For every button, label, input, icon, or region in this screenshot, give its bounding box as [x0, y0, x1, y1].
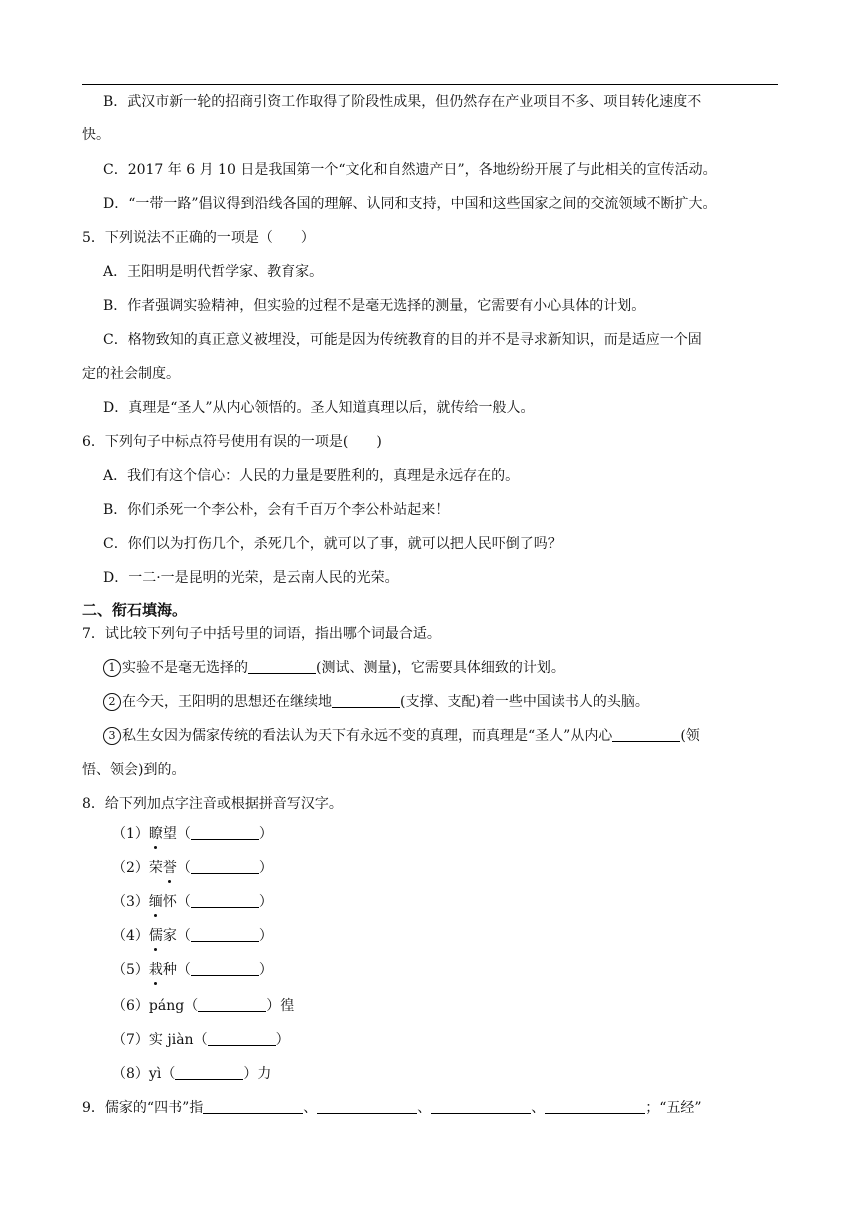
close-paren: ）	[258, 894, 273, 910]
dotted-character: 栽	[148, 962, 163, 978]
dotted-character: 缅	[148, 894, 163, 910]
answer-blank[interactable]	[317, 1098, 417, 1114]
q7-stem: 7．试比较下列句子中括号里的词语，指出哪个词最合适。	[82, 626, 441, 642]
answer-blank[interactable]	[191, 960, 259, 976]
q7-item-1	[103, 658, 803, 678]
circled-number: 3	[103, 727, 121, 745]
q9-lead: 9．儒家的“四书”指	[82, 1100, 204, 1116]
item-text: 力	[257, 1066, 272, 1082]
answer-blank[interactable]	[545, 1098, 645, 1114]
q8-item-3	[112, 892, 812, 912]
q6-option-a: A．我们有这个信心：人民的力量是要胜利的，真理是永远存在的。	[103, 468, 520, 484]
q6-option-d: D．一二·一是昆明的光荣，是云南人民的光荣。	[103, 570, 399, 586]
q7-item-1-text-before: 实验不是毫无选择的	[122, 660, 248, 676]
q8-item-8	[112, 1064, 812, 1084]
q8-item-7	[112, 1030, 812, 1050]
item-text: 怀	[162, 894, 177, 910]
item-number: （4）	[112, 928, 149, 944]
header-rule	[82, 84, 778, 85]
q9-line	[82, 1098, 782, 1118]
item-text: 实	[148, 1032, 168, 1048]
q8-item-6	[112, 996, 812, 1016]
answer-blank[interactable]	[248, 658, 316, 674]
q5-option-d: D．真理是“圣人”从内心领悟的。圣人知道真理以后，就传给一般人。	[103, 400, 535, 416]
close-paren: ）	[258, 962, 273, 978]
answer-blank[interactable]	[191, 858, 259, 874]
answer-blank[interactable]	[198, 996, 266, 1012]
answer-blank[interactable]	[332, 692, 400, 708]
q5-option-a: A．王阳明是明代哲学家、教育家。	[103, 264, 324, 280]
q7-item-3	[103, 726, 803, 746]
answer-blank[interactable]	[191, 926, 259, 942]
q4-option-b-line2: 快。	[82, 127, 110, 143]
q7-item-3-text-after: (领	[680, 728, 700, 744]
q6-option-c: C．你们以为打伤几个，杀死几个，就可以了事，就可以把人民吓倒了吗？	[103, 536, 562, 552]
item-number: （1）	[112, 826, 149, 842]
item-text: 荣	[148, 860, 163, 876]
q5-option-b: B．作者强调实验精神，但实验的过程不是毫无选择的测量，它需要有小心具体的计划。	[103, 298, 646, 314]
answer-blank[interactable]	[612, 726, 680, 742]
section-title: 二、衔石填海。	[82, 601, 188, 619]
dotted-character: 瞭	[148, 826, 163, 842]
dotted-character: 誉	[162, 860, 177, 876]
open-paren: （	[161, 1066, 176, 1082]
dotted-character: 儒	[148, 928, 163, 944]
q7-item-2-text-after: (支撑、支配)着一些中国读书人的头脑。	[400, 694, 649, 710]
close-paren: ）	[243, 1066, 258, 1082]
q4-option-b-line1: B．武汉市新一轮的招商引资工作取得了阶段性成果，但仍然存在产业项目不多、项目转化速度不	[103, 94, 702, 110]
open-paren: （	[176, 962, 191, 978]
open-paren: （	[176, 826, 191, 842]
circled-number: 1	[103, 659, 121, 677]
item-text: 种	[162, 962, 177, 978]
item-number: （5）	[112, 962, 149, 978]
open-paren: （	[176, 928, 191, 944]
open-paren: （	[176, 860, 191, 876]
answer-blank[interactable]	[203, 1098, 303, 1114]
open-paren: （	[193, 1032, 208, 1048]
separator: 、	[531, 1100, 546, 1116]
q8-item-1	[112, 824, 812, 844]
item-number: （3）	[112, 894, 149, 910]
q5-option-c-line2: 定的社会制度。	[82, 366, 180, 382]
circled-number: 2	[103, 693, 121, 711]
pinyin: páng	[148, 998, 185, 1014]
q5-option-c-line1: C．格物致知的真正意义被埋没，可能是因为传统教育的目的并不是寻求新知识，而是适应一个固	[103, 332, 702, 348]
answer-blank[interactable]	[175, 1064, 243, 1080]
q5-stem: 5．下列说法不正确的一项是（ ）	[82, 230, 315, 246]
q6-stem: 6．下列句子中标点符号使用有误的一项是( )	[82, 434, 382, 450]
q7-item-1-text-after: (测试、测量)，它需要具体细致的计划。	[316, 660, 565, 676]
close-paren: ）	[258, 928, 273, 944]
q7-item-3-text-before: 私生女因为儒家传统的看法认为天下有永远不变的真理，而真理是“圣人”从内心	[122, 728, 613, 744]
pinyin: jiàn	[167, 1032, 194, 1048]
open-paren: （	[176, 894, 191, 910]
q8-stem: 8．给下列加点字注音或根据拼音写汉字。	[82, 796, 343, 812]
item-text: 望	[162, 826, 177, 842]
item-text: 徨	[280, 998, 295, 1014]
q6-option-b: B．你们杀死一个李公朴，会有千百万个李公朴站起来！	[103, 502, 450, 518]
answer-blank[interactable]	[191, 892, 259, 908]
separator: 、	[303, 1100, 318, 1116]
q7-item-3-continued: 悟、领会)到的。	[82, 762, 186, 778]
q4-option-c: C．2017 年 6 月 10 日是我国第一个“文化和自然遗产日”，各地纷纷开展了与此相关的宣传活动。	[103, 162, 717, 178]
separator: 、	[417, 1100, 432, 1116]
close-paren: ）	[258, 826, 273, 842]
item-number: （8）	[112, 1066, 149, 1082]
q7-item-2	[103, 692, 803, 712]
item-text: 家	[162, 928, 177, 944]
close-paren: ）	[258, 860, 273, 876]
close-paren: ）	[275, 1032, 290, 1048]
answer-blank[interactable]	[431, 1098, 531, 1114]
item-number: （6）	[112, 998, 149, 1014]
q7-item-2-text-before: 在今天，王阳明的思想还在继续地	[122, 694, 332, 710]
q8-item-5	[112, 960, 812, 980]
answer-blank[interactable]	[191, 824, 259, 840]
open-paren: （	[184, 998, 199, 1014]
item-number: （2）	[112, 860, 149, 876]
close-paren: ）	[266, 998, 281, 1014]
q8-item-4	[112, 926, 812, 946]
q4-option-d: D．“一带一路”倡议得到沿线各国的理解、认同和支持，中国和这些国家之间的交流领域不断扩大。	[103, 196, 717, 212]
answer-blank[interactable]	[208, 1030, 276, 1046]
q8-item-2	[112, 858, 812, 878]
pinyin: yì	[148, 1066, 162, 1082]
q9-tail: ；“五经”	[645, 1100, 702, 1116]
item-number: （7）	[112, 1032, 149, 1048]
